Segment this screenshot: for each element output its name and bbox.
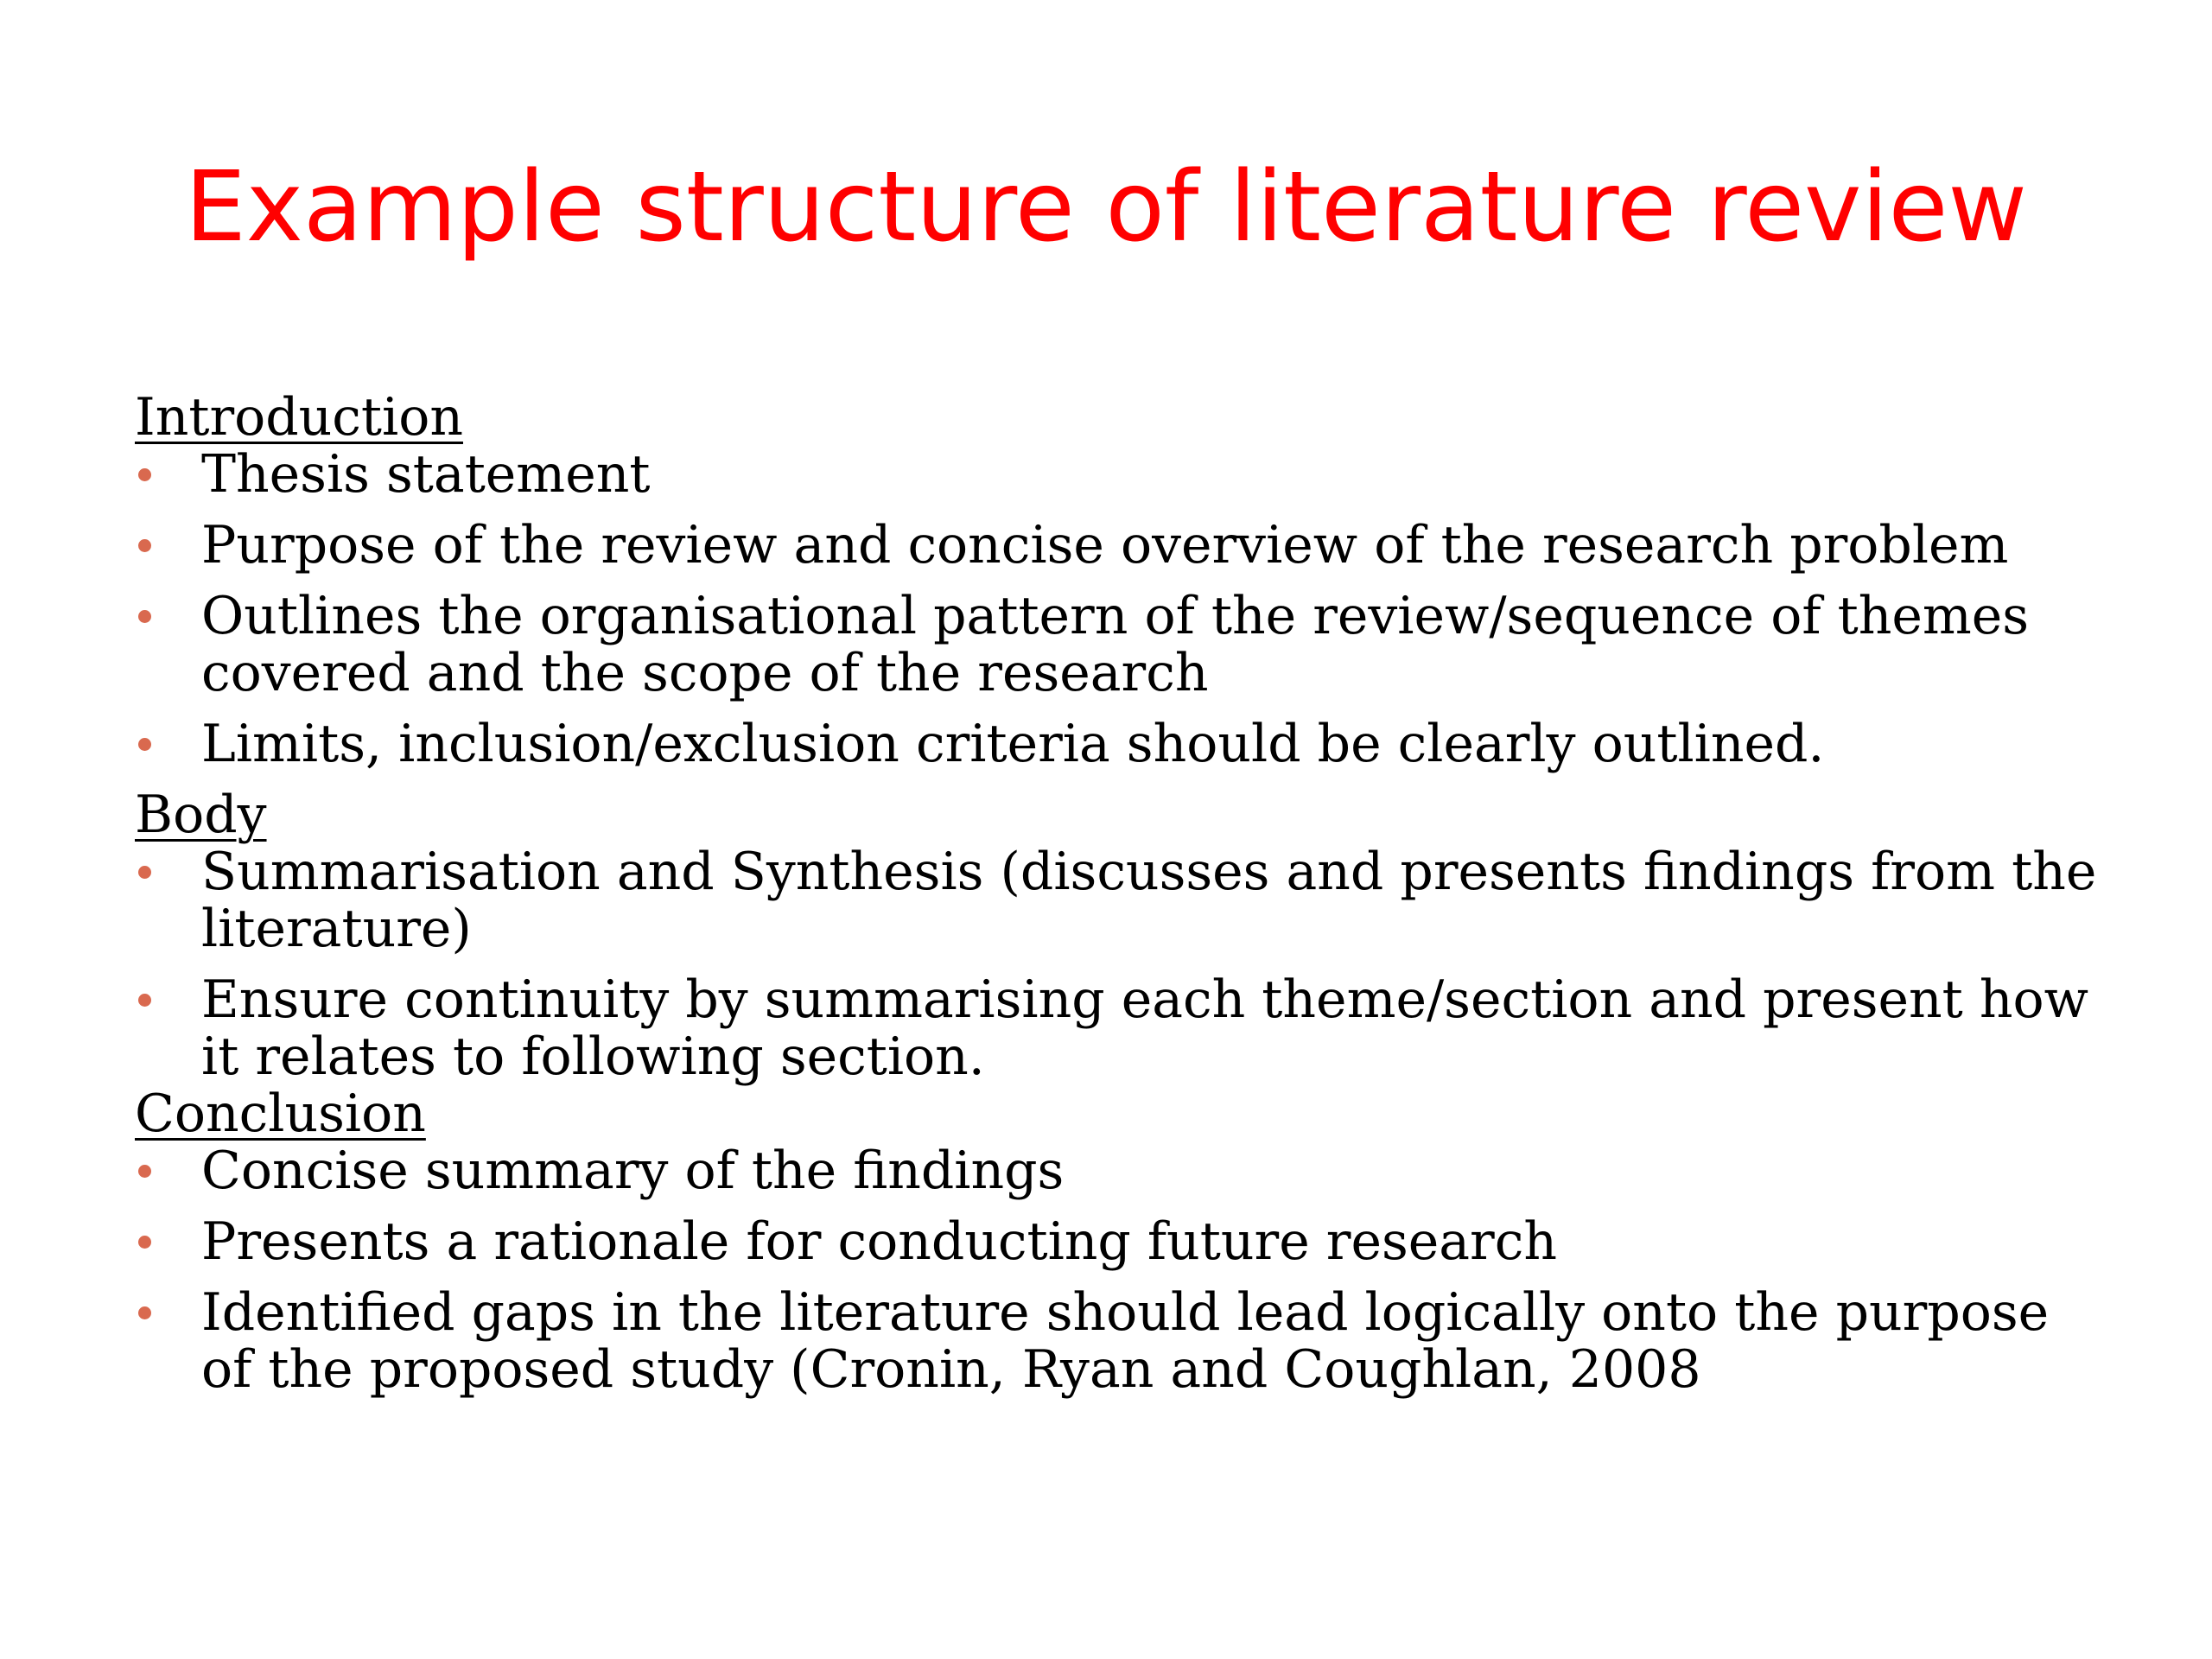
bullet-icon bbox=[138, 994, 151, 1007]
bullet-icon bbox=[138, 610, 151, 623]
bullet-icon bbox=[138, 539, 151, 552]
bullet-list-body bbox=[135, 843, 2105, 1085]
section-introduction bbox=[135, 389, 2105, 786]
list-item-text: Summarisation and Synthesis (discusses and presents findings from the literature) bbox=[201, 842, 2097, 959]
list-item bbox=[135, 1142, 2105, 1213]
section-conclusion bbox=[135, 1085, 2105, 1398]
list-item bbox=[135, 971, 2105, 1085]
list-item-text: Purpose of the review and concise overview of the research problem bbox=[201, 515, 2009, 575]
list-item-text: Outlines the organisational pattern of the review/sequence of themes covered and the scope of the research bbox=[201, 586, 2030, 703]
list-item-text: Ensure continuity by summarising each theme/section and present how it relates to following section. bbox=[201, 969, 2088, 1087]
slide-content bbox=[135, 389, 2105, 1398]
bullet-list-conclusion bbox=[135, 1142, 2105, 1398]
list-item bbox=[135, 1213, 2105, 1284]
bullet-list-introduction bbox=[135, 446, 2105, 786]
list-item bbox=[135, 843, 2105, 971]
list-item bbox=[135, 517, 2105, 588]
list-item bbox=[135, 715, 2105, 786]
bullet-icon bbox=[138, 738, 151, 751]
bullet-icon bbox=[138, 468, 151, 481]
section-heading-introduction: Introduction bbox=[135, 387, 463, 448]
list-item-text: Thesis statement bbox=[201, 444, 651, 505]
list-item bbox=[135, 588, 2105, 715]
list-item bbox=[135, 446, 2105, 517]
section-heading-conclusion: Conclusion bbox=[135, 1084, 426, 1144]
bullet-icon bbox=[138, 866, 151, 879]
bullet-icon bbox=[138, 1306, 151, 1319]
list-item-text: Identified gaps in the literature should lead logically onto the purpose of the proposed study (Cronin, Ryan and Coughlan, 2008 bbox=[201, 1282, 2050, 1400]
slide-title: Example structure of literature review bbox=[184, 151, 2028, 264]
section-body bbox=[135, 786, 2105, 1085]
list-item-text: Presents a rationale for conducting future research bbox=[201, 1211, 1557, 1272]
list-item-text: Concise summary of the findings bbox=[201, 1141, 1065, 1201]
section-heading-body: Body bbox=[135, 785, 267, 845]
list-item-text: Limits, inclusion/exclusion criteria should be clearly outlined. bbox=[201, 714, 1825, 774]
bullet-icon bbox=[138, 1165, 151, 1178]
list-item bbox=[135, 1284, 2105, 1398]
bullet-icon bbox=[138, 1236, 151, 1249]
